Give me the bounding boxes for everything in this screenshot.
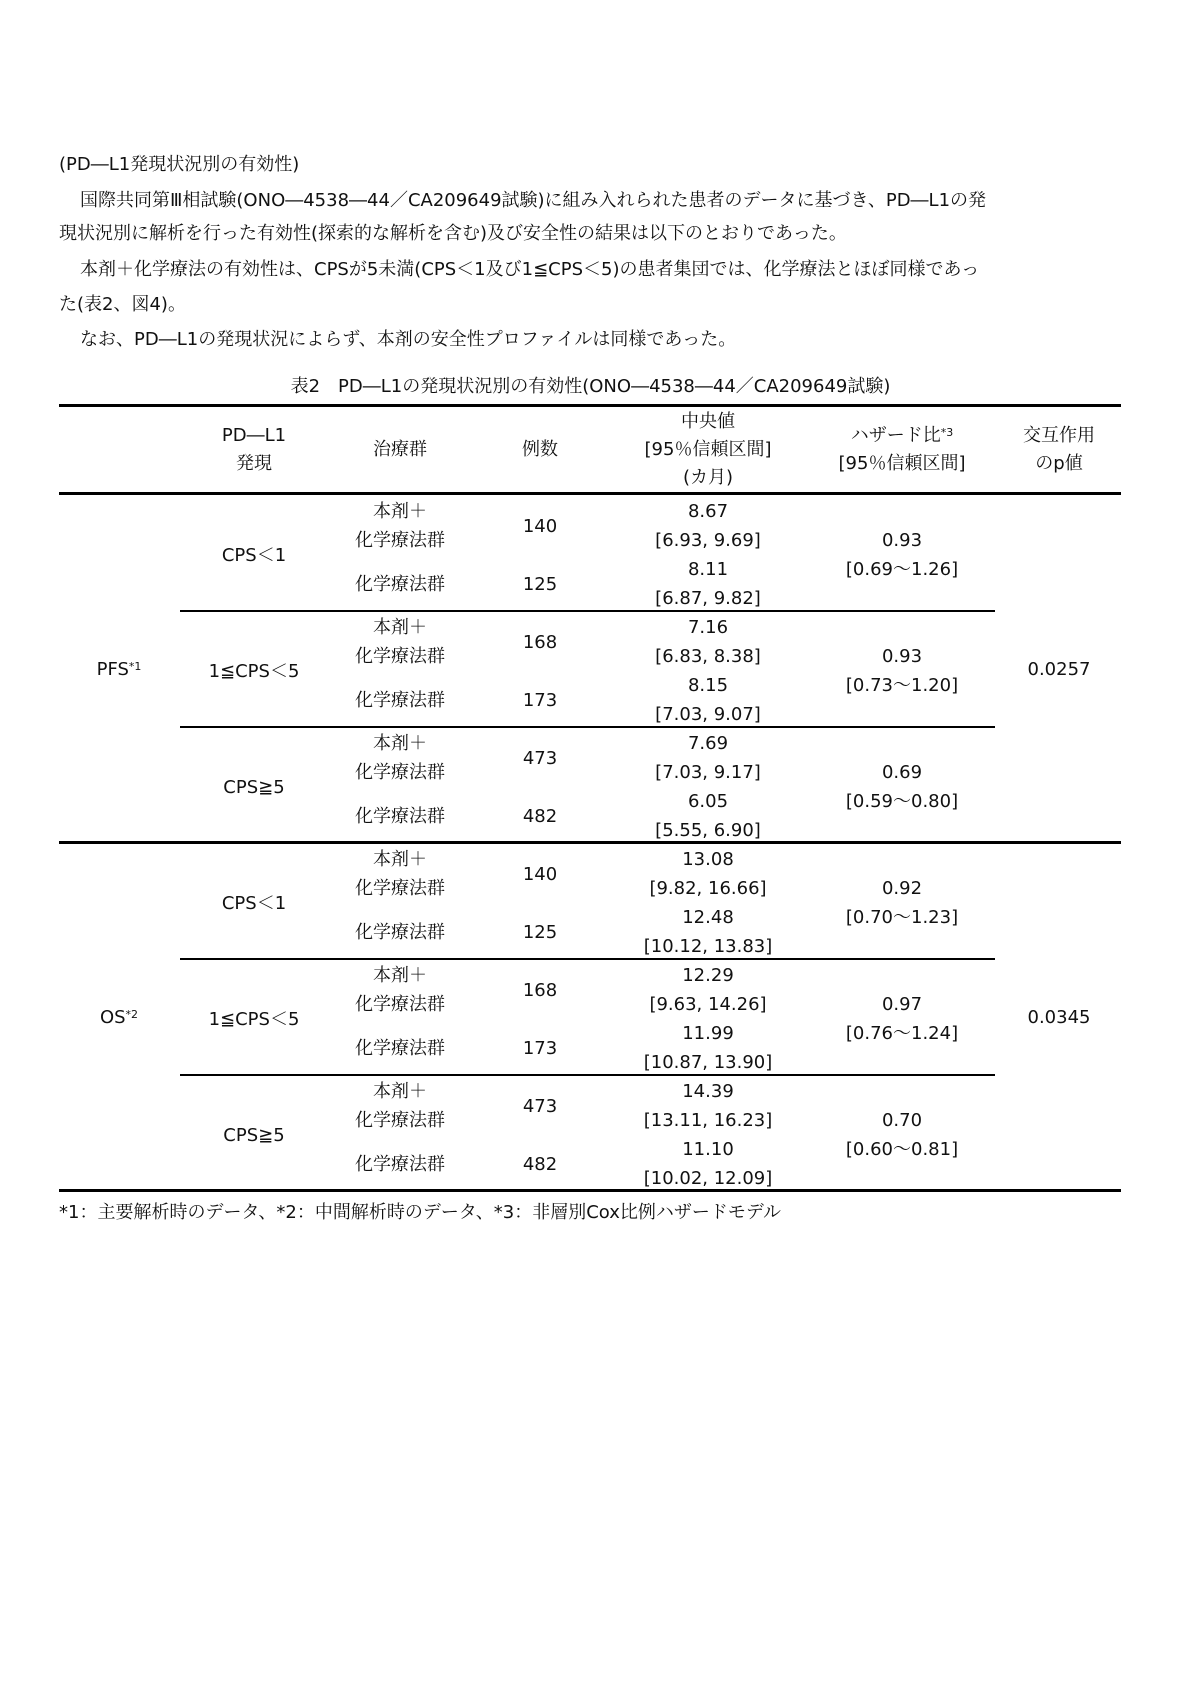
- pdl1-group-label: CPS＜1: [221, 544, 287, 566]
- arm-label: 本剤＋: [373, 733, 427, 754]
- header-hr-label: ハザード比: [850, 425, 941, 446]
- patient-count: 173: [522, 689, 558, 711]
- arm-label: 化学療法群: [355, 573, 445, 595]
- arm-label: 化学療法群: [355, 689, 445, 711]
- pdl1-group-label: CPS≧5: [223, 776, 285, 798]
- median-value: 7.69: [687, 733, 729, 754]
- arm-label: 本剤＋: [373, 965, 427, 986]
- table-bottom-rule: [59, 1189, 1121, 1192]
- median-ci: [9.63, 14.26]: [649, 994, 767, 1015]
- header-p: [1023, 422, 1095, 478]
- paragraph-line: 本剤＋化学療法の有効性は、CPSが5未満(CPS＜1及び1≦CPS＜5)の患者集団では、化学療法とほぼ同様であっ: [80, 259, 980, 280]
- header-median-line3: (カ月): [682, 467, 734, 488]
- pdl1-group-label: 1≦CPS＜5: [208, 660, 300, 682]
- median-value: 12.29: [682, 965, 734, 986]
- median-ci: [10.12, 13.83]: [643, 936, 773, 957]
- header-median-line2: [95％信頼区間]: [644, 439, 772, 460]
- header-n: 例数: [522, 439, 558, 460]
- median-ci: [7.03, 9.17]: [655, 762, 761, 783]
- arm-label: 化学療法群: [355, 646, 445, 667]
- header-p-line1: 交互作用: [1023, 425, 1095, 446]
- pdl1-group-label: 1≦CPS＜5: [208, 1008, 300, 1030]
- arm-label: 本剤＋: [373, 849, 427, 870]
- median-ci: [7.03, 9.07]: [655, 704, 761, 725]
- median-ci: [6.87, 9.82]: [655, 588, 761, 609]
- header-p-line2: のp値: [1035, 453, 1083, 474]
- median-value: 6.05: [687, 791, 729, 812]
- hazard-ratio: 0.97: [881, 994, 923, 1015]
- arm-label: 化学療法群: [355, 530, 445, 551]
- patient-count: 125: [522, 921, 558, 943]
- header-hr-ci: [95％信頼区間]: [838, 453, 966, 474]
- endpoint-sup: *1: [128, 659, 142, 673]
- table-top-rule: [59, 404, 1121, 407]
- patient-count: 125: [522, 573, 558, 595]
- table-caption: 表2 PD―L1の発現状況別の有効性(ONO―4538―44／CA209649試験): [290, 376, 891, 397]
- patient-count: 473: [522, 747, 558, 769]
- arm-label: 化学療法群: [355, 1110, 445, 1131]
- median-ci: [5.55, 6.90]: [655, 820, 761, 841]
- pdl1-group-label: CPS≧5: [223, 1124, 285, 1146]
- hazard-ratio: 0.93: [881, 530, 923, 551]
- hazard-ratio: 0.92: [881, 878, 923, 899]
- interaction-p-value: 0.0345: [1027, 1006, 1091, 1028]
- endpoint-text: OS: [99, 1006, 126, 1028]
- pdl1-group-label: CPS＜1: [221, 892, 287, 914]
- paragraph-line: 現状況別に解析を行った有効性(探索的な解析を含む)及び安全性の結果は以下のとおりであった。: [59, 223, 847, 244]
- patient-count: 140: [522, 515, 558, 537]
- arm-label: 化学療法群: [355, 878, 445, 899]
- group-divider: [180, 1074, 995, 1076]
- median-ci: [10.87, 13.90]: [643, 1052, 773, 1073]
- median-value: 11.99: [682, 1023, 734, 1044]
- arm-label: 化学療法群: [355, 805, 445, 827]
- arm-label: 化学療法群: [355, 1153, 445, 1175]
- patient-count: 140: [522, 863, 558, 885]
- section-divider: [59, 841, 1121, 844]
- hazard-ratio-ci: [0.69～1.26]: [845, 559, 959, 580]
- hazard-ratio: 0.69: [881, 762, 923, 783]
- median-value: 13.08: [682, 849, 734, 870]
- hazard-ratio: 0.70: [881, 1110, 923, 1131]
- patient-count: 482: [522, 1153, 558, 1175]
- endpoint-label: [97, 655, 142, 684]
- median-value: 8.67: [687, 501, 729, 522]
- header-median: [645, 408, 772, 492]
- arm-label: 化学療法群: [355, 762, 445, 783]
- median-value: 8.15: [687, 675, 729, 696]
- header-median-line1: 中央値: [680, 411, 735, 432]
- table-footnote: *1：主要解析時のデータ、*2：中間解析時のデータ、*3：非層別Cox比例ハザードモデル: [59, 1202, 781, 1223]
- header-bottom-rule: [59, 492, 1121, 495]
- median-value: 8.11: [687, 559, 729, 580]
- median-ci: [13.11, 16.23]: [643, 1110, 773, 1131]
- paragraph-line: なお、PD―L1の発現状況によらず、本剤の安全性プロファイルは同様であった。: [80, 329, 737, 350]
- hazard-ratio-ci: [0.59～0.80]: [845, 791, 959, 812]
- patient-count: 473: [522, 1095, 558, 1117]
- paragraph-line: 国際共同第Ⅲ相試験(ONO―4538―44／CA209649試験)に組み入れられた患者のデータに基づき、PD―L1の発: [80, 190, 987, 211]
- group-divider: [180, 958, 995, 960]
- header-arm: 治療群: [373, 439, 427, 460]
- median-ci: [10.02, 12.09]: [643, 1168, 773, 1189]
- hazard-ratio-ci: [0.70～1.23]: [845, 907, 959, 928]
- arm-label: 本剤＋: [373, 617, 427, 638]
- arm-label: 化学療法群: [355, 921, 445, 943]
- endpoint-label: [100, 1003, 138, 1032]
- interaction-p-value: 0.0257: [1027, 658, 1091, 680]
- header-pdl1-line1: PD―L1: [221, 425, 287, 446]
- median-value: 11.10: [682, 1139, 734, 1160]
- header-hr-sup: *3: [940, 426, 954, 439]
- header-hr: [839, 422, 966, 478]
- arm-label: 本剤＋: [373, 1081, 427, 1102]
- hazard-ratio-ci: [0.73～1.20]: [845, 675, 959, 696]
- hazard-ratio-ci: [0.76～1.24]: [845, 1023, 959, 1044]
- patient-count: 168: [522, 979, 558, 1001]
- endpoint-text: PFS: [96, 658, 129, 680]
- median-ci: [6.83, 8.38]: [655, 646, 761, 667]
- endpoint-sup: *2: [125, 1007, 139, 1021]
- hazard-ratio-ci: [0.60～0.81]: [845, 1139, 959, 1160]
- median-value: 12.48: [682, 907, 734, 928]
- median-value: 14.39: [682, 1081, 734, 1102]
- header-pdl1: [222, 422, 286, 478]
- arm-label: 化学療法群: [355, 994, 445, 1015]
- patient-count: 482: [522, 805, 558, 827]
- hazard-ratio: 0.93: [881, 646, 923, 667]
- median-value: 7.16: [687, 617, 729, 638]
- paragraph-line: た(表2、図4)。: [59, 294, 186, 315]
- group-divider: [180, 726, 995, 728]
- header-pdl1-line2: 発現: [235, 453, 272, 474]
- arm-label: 本剤＋: [373, 501, 427, 522]
- patient-count: 173: [522, 1037, 558, 1059]
- median-ci: [6.93, 9.69]: [655, 530, 761, 551]
- arm-label: 化学療法群: [355, 1037, 445, 1059]
- patient-count: 168: [522, 631, 558, 653]
- section-heading: (PD―L1発現状況別の有効性): [59, 154, 300, 175]
- group-divider: [180, 610, 995, 612]
- median-ci: [9.82, 16.66]: [649, 878, 767, 899]
